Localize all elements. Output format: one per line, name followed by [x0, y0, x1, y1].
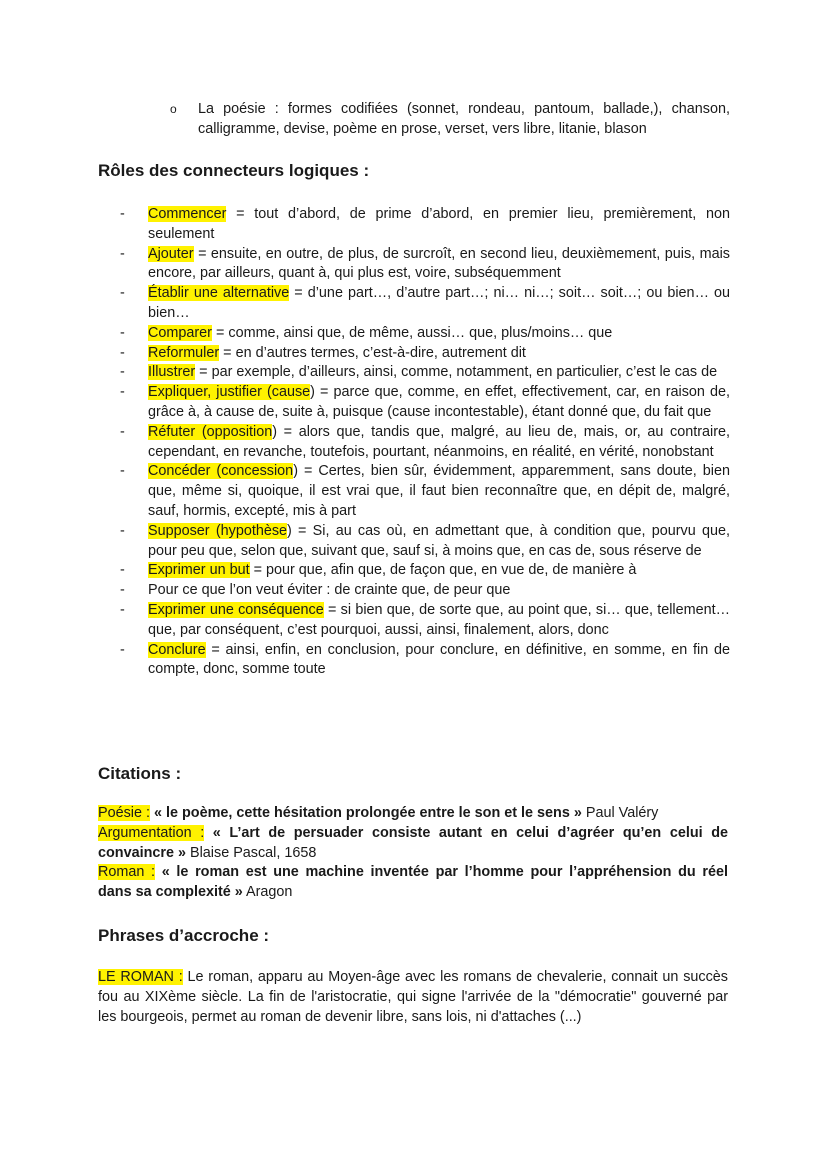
connecteur-text: ) = alors que, tandis que, malgré, au lieu de, mais, or, au contraire, cependant, en revanche, toutefois, pourtant, néanmoins, en réalité, en vérité, nonobstant	[148, 423, 731, 460]
dash-bullet-icon: -	[120, 285, 125, 302]
accroche-text: Le roman, apparu au Moyen-âge avec les romans de chevalerie, connait un succès fou au XIXème siècle. La fin de l'aristocratie, qui signe l'arrivée de la "démocratie" gouverné par les bourgeois, permet au roman de devenir libre, sans lois, ni d'attaches (...)	[98, 969, 728, 1025]
connecteur-item	[120, 462, 730, 521]
connecteurs-heading: Rôles des connecteurs logiques :	[98, 161, 370, 180]
connecteur-text: = ainsi, enfin, en conclusion, pour conclure, en définitive, en somme, en fin de compte, donc, somme toute	[148, 641, 730, 678]
dash-bullet-icon: -	[120, 384, 125, 401]
citation-author: Paul Valéry	[581, 805, 659, 821]
dash-bullet-icon: -	[120, 601, 125, 618]
connecteur-body	[148, 245, 730, 285]
connecteur-body	[148, 423, 730, 463]
connecteur-item	[120, 363, 730, 383]
connecteur-text: = si bien que, de sorte que, au point que, si… que, tellement… que, par conséquent, c’est pourquoi, aussi, ainsi, finalement, alors, donc	[148, 601, 730, 638]
connecteur-text: = ensuite, en outre, de plus, de surcroît, en second lieu, deuxièmement, puis, mais encore, par ailleurs, quant à, qui plus est, voire, subséquemment	[148, 245, 730, 282]
dash-bullet-icon: -	[120, 641, 125, 658]
connecteur-label: Illustrer	[148, 364, 196, 381]
dash-bullet-icon: -	[120, 582, 125, 599]
connecteur-body	[148, 383, 730, 423]
connecteur-item	[120, 581, 730, 601]
connecteur-text: = d’une part…, d’autre part…; ni… ni…; soit… soit…; ou bien… ou bien…	[148, 285, 730, 321]
dash-bullet-icon: -	[120, 562, 125, 579]
connecteur-body	[148, 581, 730, 601]
dash-bullet-icon: -	[120, 423, 125, 440]
connecteur-label: Comparer	[148, 324, 212, 341]
citation-author: Aragon	[242, 884, 293, 901]
dash-bullet-icon: -	[120, 344, 125, 361]
connecteur-text: Pour ce que l’on veut éviter : de crainte que, de peur que	[148, 582, 511, 599]
citations-block	[98, 804, 728, 903]
connecteur-item	[120, 641, 730, 681]
connecteur-label: Reformuler	[148, 344, 220, 361]
circle-bullet-icon: o	[170, 102, 177, 116]
connecteur-item	[120, 344, 730, 364]
connecteur-item	[120, 245, 730, 285]
dash-bullet-icon: -	[120, 324, 125, 341]
citation-label: Argumentation :	[98, 824, 205, 841]
connecteur-body	[148, 462, 730, 521]
dash-bullet-icon: -	[120, 206, 125, 222]
citation-label: Roman :	[98, 864, 156, 881]
connecteur-body	[148, 522, 730, 562]
connecteur-label: Supposer (hypothèse	[148, 522, 288, 539]
citation-quote: « le roman est une machine inventée par l’homme pour l’appréhension du réel dans sa complexité »	[98, 864, 728, 901]
intro-list-item	[170, 100, 730, 140]
connecteur-label: Exprimer une conséquence	[148, 601, 324, 618]
connecteur-body	[148, 205, 730, 245]
connecteur-text: ) = parce que, comme, en effet, effectivement, car, en raison de, grâce à, à cause de, suite à, puisque (cause incontestable), étant donné que, du fait que	[148, 384, 730, 420]
dash-bullet-icon: -	[120, 245, 125, 262]
connecteur-item	[120, 383, 730, 423]
connecteur-body	[148, 363, 730, 383]
connecteur-item	[120, 324, 730, 344]
connecteur-label: Concéder (concession	[148, 463, 294, 480]
connecteur-item	[120, 284, 730, 324]
connecteur-item	[120, 561, 730, 581]
citation-quote: « le poème, cette hésitation prolongée entre le son et le sens »	[150, 805, 582, 821]
connecteur-item	[120, 522, 730, 562]
dash-bullet-icon: -	[120, 364, 125, 381]
connecteur-body	[148, 324, 730, 344]
connecteur-item	[120, 601, 730, 641]
connecteur-body	[148, 601, 730, 641]
citation	[98, 804, 728, 824]
intro-text: La poésie : formes codifiées (sonnet, rondeau, pantoum, ballade,), chanson, calligramme, devise, poème en prose, verset, vers libre, litanie, blason	[198, 101, 730, 137]
accroche-paragraph	[98, 968, 728, 1027]
connecteur-text: = tout d’abord, de prime d’abord, en premier lieu, premièrement, non seulement	[148, 206, 730, 242]
connecteur-body	[148, 641, 730, 681]
connecteur-label: Établir une alternative	[148, 285, 290, 302]
connecteurs-list	[120, 205, 730, 680]
connecteur-item	[120, 423, 730, 463]
connecteur-label: Ajouter	[148, 245, 194, 262]
connecteur-item	[120, 205, 730, 245]
connecteur-label: Exprimer un but	[148, 562, 250, 579]
connecteur-text: ) = Certes, bien sûr, évidemment, apparemment, sans doute, bien que, même si, quoique, il est vrai que, il faut bien reconnaître que, en dépit de, malgré, sauf, hormis, excepté, mis à part	[148, 463, 731, 519]
citation	[98, 824, 728, 864]
connecteur-text: = par exemple, d’ailleurs, ainsi, comme, notamment, en particulier, c’est le cas de	[195, 364, 718, 381]
connecteur-label: Commencer	[148, 206, 227, 222]
citations-heading: Citations :	[98, 764, 182, 783]
citation	[98, 863, 728, 903]
connecteur-body	[148, 344, 730, 364]
citation-label: Poésie :	[98, 805, 150, 821]
connecteur-text: ) = Si, au cas où, en admettant que, à condition que, pourvu que, pour peu que, selon que, suivant que, sauf si, à moins que, en cas de, sous réserve de	[148, 522, 730, 559]
accroche-heading: Phrases d’accroche :	[98, 926, 270, 945]
connecteur-label: Réfuter (opposition	[148, 423, 273, 440]
dash-bullet-icon: -	[120, 463, 125, 480]
connecteur-body	[148, 561, 730, 581]
citation-author: Blaise Pascal, 1658	[186, 844, 317, 861]
connecteur-text: = comme, ainsi que, de même, aussi… que, plus/moins… que	[211, 324, 613, 341]
connecteur-text: = pour que, afin que, de façon que, en vue de, de manière à	[249, 562, 637, 579]
connecteur-body	[148, 284, 730, 324]
dash-bullet-icon: -	[120, 522, 125, 539]
connecteur-label: Expliquer, justifier (cause	[148, 384, 311, 401]
citation-quote: « L’art de persuader consiste autant en celui d’agréer qu’en celui de convaincre »	[98, 824, 729, 861]
connecteur-label: Conclure	[148, 641, 206, 658]
accroche-label: LE ROMAN :	[98, 969, 183, 985]
connecteur-text: = en d’autres termes, c’est-à-dire, autrement dit	[219, 344, 526, 361]
